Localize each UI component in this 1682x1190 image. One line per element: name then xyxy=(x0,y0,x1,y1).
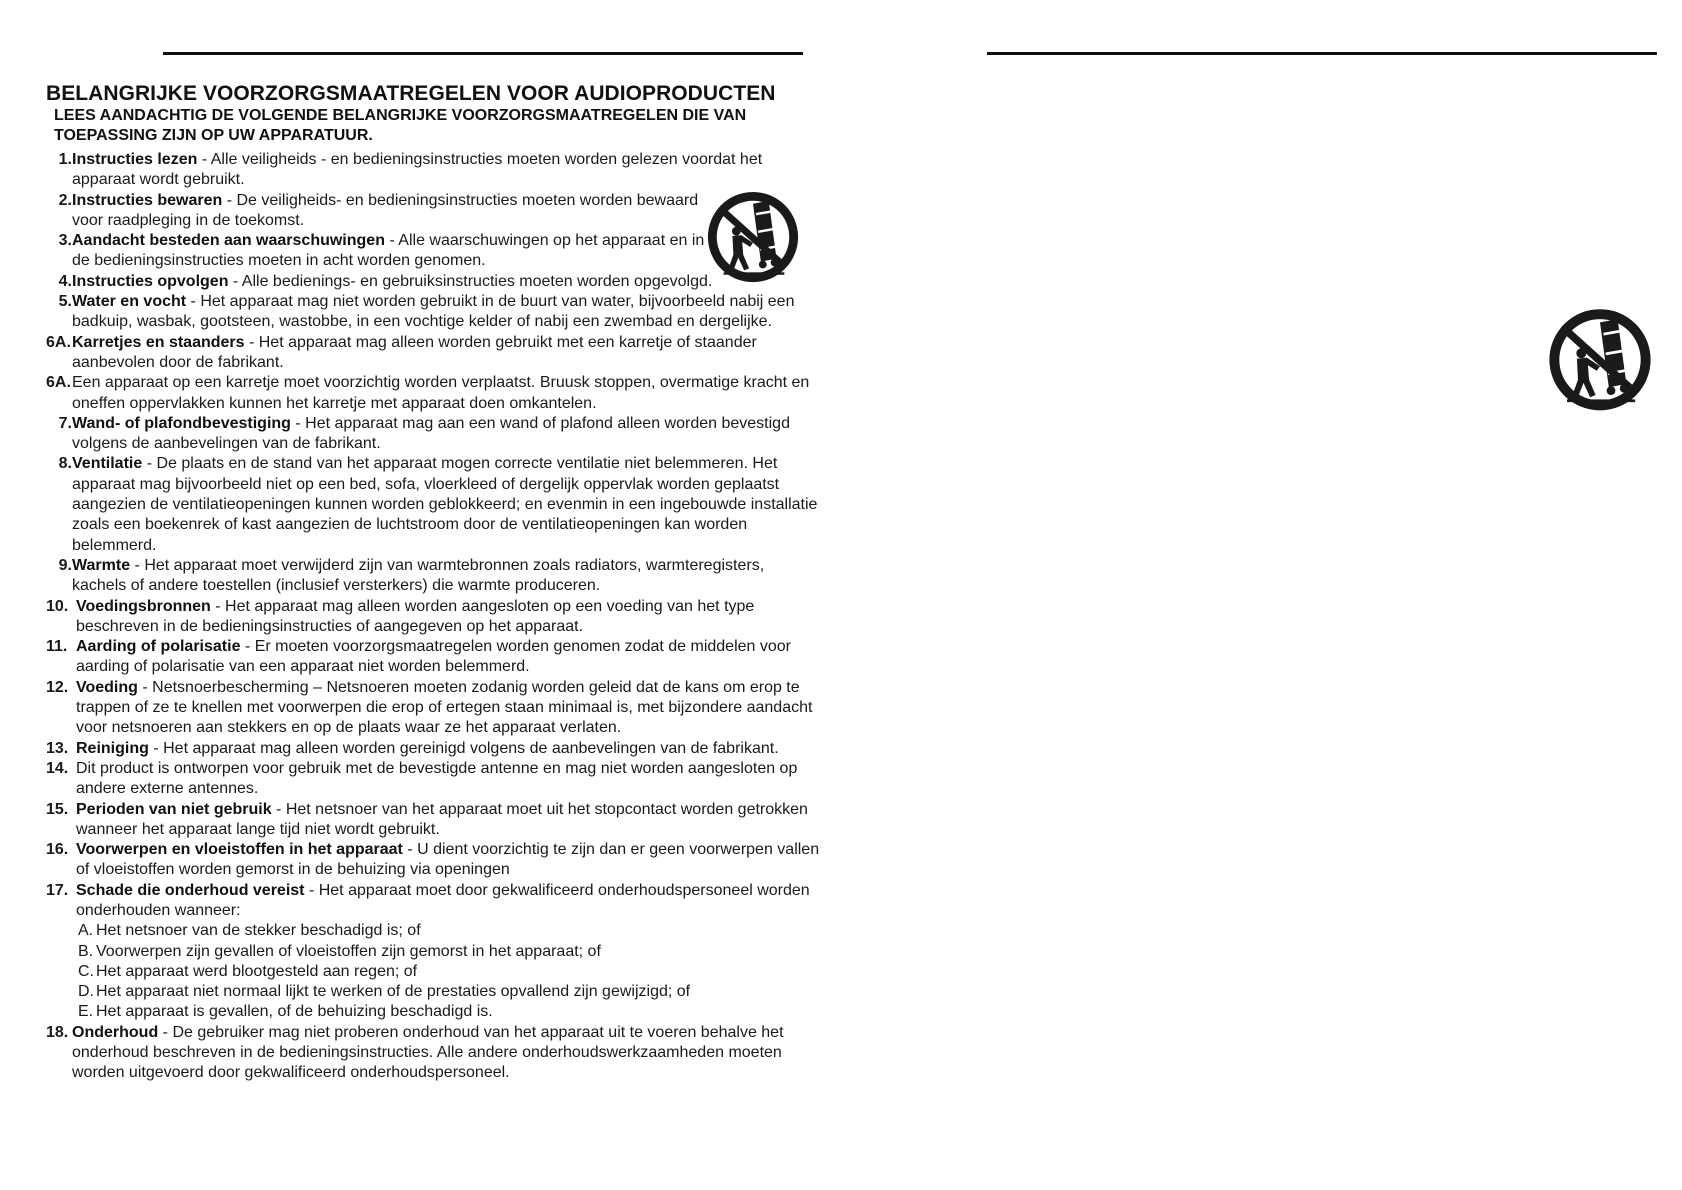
precaution-item-1: 1. Instructies lezen - Alle veiligheids - en bedieningsinstructies moeten worden gelezen voordat het apparaat wordt gebruikt. xyxy=(58,151,763,189)
page-title: BELANGRIJKE VOORZORGSMAATREGELEN VOOR AUDIOPRODUCTEN xyxy=(46,82,776,105)
subitem-17d: D. Het apparaat niet normaal lijkt te werken of de prestaties opvallend zijn gewijzigd; of xyxy=(78,983,691,1001)
precaution-item-18: 18. Onderhoud - De gebruiker mag niet proberen onderhoud van het apparaat uit te voeren behalve het onderhoud beschreven in de bedieningsinstructies. Alle andere onderhoudswerkzaamheden moeten worden uitgevoerd door gekwalificeerd onderhoudspersoneel. xyxy=(46,1023,784,1082)
subitem-17a: A. Het netsnoer van de stekker beschadigd is; of xyxy=(78,922,421,940)
precaution-item-12: 12. Voeding - Netsnoerbescherming – Netsnoeren moeten zodanig worden geleid dat de kans om erop te trappen of ze te knellen met voorwerpen die erop of ertegen staan minimaal is, met bijzondere aandacht voor netsnoeren aan stekkers en op de plaats waar ze het apparaat verlaten. xyxy=(46,678,813,737)
top-rule-right xyxy=(987,52,1657,55)
subitem-17b: B. Voorwerpen zijn gevallen of vloeistoffen zijn gemorst in het apparaat; of xyxy=(78,942,601,960)
cart-tip-over-warning-icon-right xyxy=(1545,307,1655,417)
precaution-item-3: 3. Aandacht besteden aan waarschuwingen - Alle waarschuwingen op het apparaat en in de bedieningsinstructies moeten in acht worden genomen. xyxy=(58,232,705,270)
precaution-item-15: 15. Perioden van niet gebruik - Het netsnoer van het apparaat moet uit het stopcontact worden getrokken wanneer het apparaat lange tijd niet wordt gebruikt. xyxy=(46,800,808,838)
page-subtitle: LEES AANDACHTIG DE VOLGENDE BELANGRIJKE VOORZORGSMAATREGELEN DIE VAN TOEPASSING ZIJN OP UW APPARATUUR. xyxy=(54,107,747,144)
subitem-17c: C. Het apparaat werd blootgesteld aan regen; of xyxy=(78,962,418,980)
precaution-item-8: 8. Ventilatie - De plaats en de stand van het apparaat mogen correcte ventilatie niet belemmeren. Het apparaat mag bijvoorbeeld niet op een bed, sofa, vloerkleed of dergelijk oppervlak worden geplaatst aangezien de ventilatieopeningen kunnen worden geblokkeerd; en evenmin in een ingebouwde installatie zoals een boekenrek of kast aangezien de luchtstroom door de ventilatieopeningen kan worden belemmerd. xyxy=(58,455,818,554)
precaution-item-2: 2. Instructies bewaren - De veiligheids- en bedieningsinstructies moeten worden bewaard voor raadpleging in de toekomst. xyxy=(58,191,699,229)
cart-tip-over-warning-icon xyxy=(704,190,802,288)
precaution-item-6a: 6A. Karretjes en staanders - Het apparaat mag alleen worden gebruikt met een karretje of staander aanbevolen door de fabrikant. xyxy=(46,333,757,371)
precaution-item-16: 16. Voorwerpen en vloeistoffen in het apparaat - U dient voorzichtig te zijn dan er geen voorwerpen vallen of vloeistoffen worden gemorst in de behuizing via openingen xyxy=(46,841,820,879)
precaution-item-13: 13. Reiniging - Het apparaat mag alleen worden gereinigd volgens de aanbevelingen van de fabrikant. xyxy=(46,739,779,757)
precaution-item-14: 14. Dit product is ontworpen voor gebruik met de bevestigde antenne en mag niet worden aangesloten op andere externe antennes. xyxy=(46,759,798,798)
precaution-item-4: 4. Instructies opvolgen - Alle bedienings- en gebruiksinstructies moeten worden opgevolgd. xyxy=(58,272,713,290)
precaution-item-10: 10. Voedingsbronnen - Het apparaat mag alleen worden aangesloten op een voeding van het type beschreven in de bedieningsinstructies of aangegeven op het apparaat. xyxy=(46,597,755,635)
precaution-item-11: 11. Aarding of polarisatie - Er moeten voorzorgsmaatregelen worden genomen zodat de middelen voor aarding of polarisatie van een apparaat niet worden belemmerd. xyxy=(46,638,791,676)
precaution-item-7: 7. Wand- of plafondbevestiging - Het apparaat mag aan een wand of plafond alleen worden bevestigd volgens de aanbevelingen van de fabrikant. xyxy=(58,414,790,453)
precaution-item-17: 17. Schade die onderhoud vereist - Het apparaat moet door gekwalificeerd onderhoudspersoneel worden onderhouden wanneer: xyxy=(46,881,810,919)
precaution-item-6a-cart: 6A. Een apparaat op een karretje moet voorzichtig worden verplaatst. Bruusk stoppen, overmatige kracht en oneffen oppervlakken kunnen het karretje met apparaat doen omkantelen. xyxy=(46,374,810,412)
subitem-17e: E. Het apparaat is gevallen, of de behuizing beschadigd is. xyxy=(78,1003,493,1021)
top-rule-left xyxy=(163,52,803,55)
precautions-list xyxy=(46,150,822,1084)
precaution-item-5: 5. Water en vocht - Het apparaat mag niet worden gebruikt in de buurt van water, bijvoorbeeld nabij een badkuip, wasbak, gootsteen, wastobbe, in een vochtige kelder of nabij een zwembad en dergelijke. xyxy=(58,293,795,331)
precaution-item-9: 9. Warmte - Het apparaat moet verwijderd zijn van warmtebronnen zoals radiators, warmteregisters, kachels of andere toestellen (inclusief versterkers) die warmte produceren. xyxy=(58,556,765,595)
